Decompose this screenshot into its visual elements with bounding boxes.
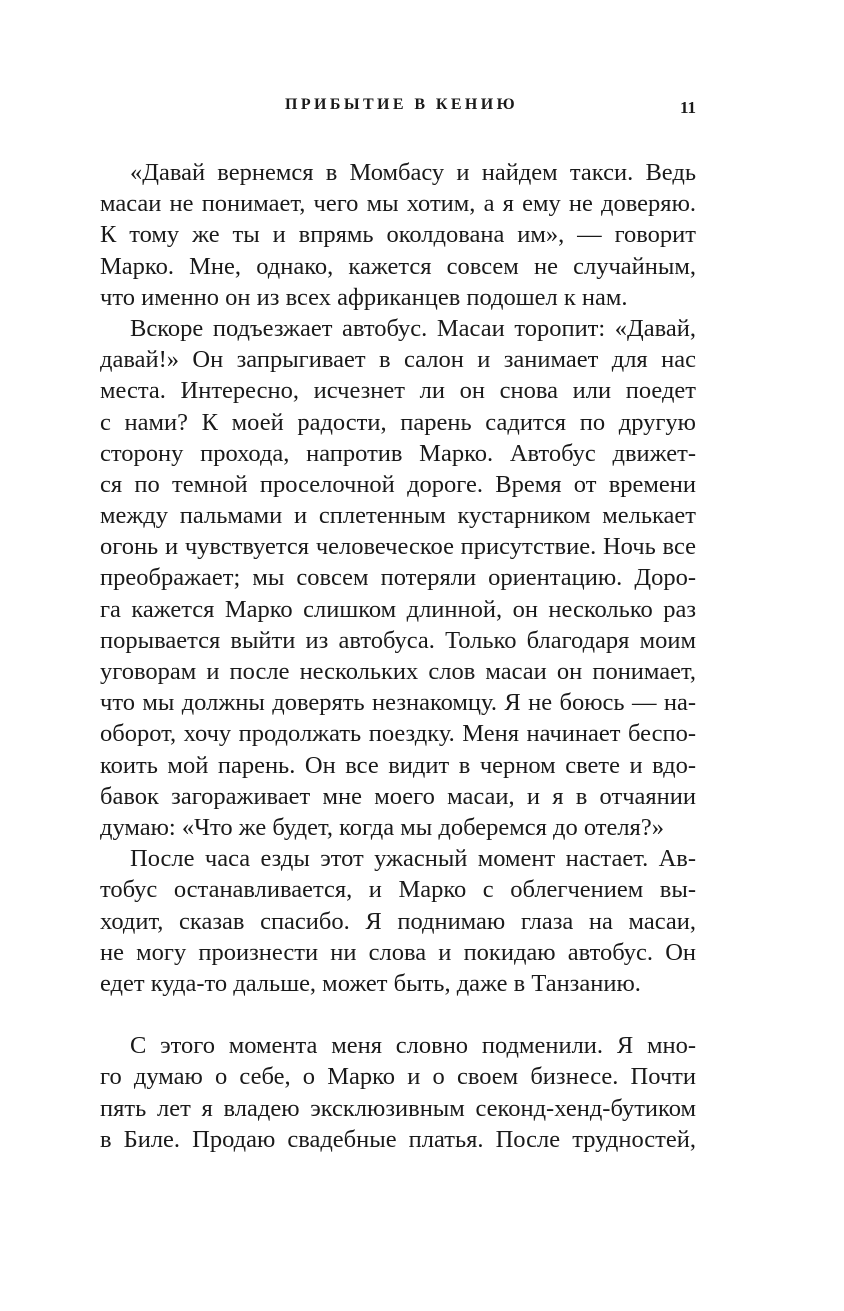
text-line: что мы должны доверять незнакомцу. Я не боюсь — на- xyxy=(100,689,696,717)
text-line: коить мой парень. Он все видит в черном свете и вдо- xyxy=(100,751,696,779)
text-line: бавок загораживает мне моего масаи, и я в отчаянии xyxy=(100,782,696,810)
text-line: ходит, сказав спасибо. Я поднимаю глаза на масаи, xyxy=(100,907,696,935)
text-line: го думаю о себе, о Марко и о своем бизнесе. Почти xyxy=(100,1063,696,1091)
text-line: После часа езды этот ужасный момент настает. Ав- xyxy=(130,845,696,873)
text-line: едет куда-то дальше, может быть, даже в Танзанию. xyxy=(100,969,641,997)
text-line: уговорам и после нескольких слов масаи он понимает, xyxy=(100,658,696,685)
text-line: оборот, хочу продолжать поездку. Меня начинает беспо- xyxy=(100,720,696,748)
text-line: с нами? К моей радости, парень садится по другую xyxy=(100,408,696,436)
text-line: места. Интересно, исчезнет ли он снова или поедет xyxy=(100,377,696,405)
text-line: С этого момента меня словно подменили. Я мно- xyxy=(130,1032,696,1060)
text-line: давай!» Он запрыгивает в салон и занимает для нас xyxy=(100,346,696,374)
text-line: пять лет я владею эксклюзивным секонд-хенд-бутиком xyxy=(100,1094,696,1122)
text-line: что именно он из всех африканцев подошел к нам. xyxy=(100,283,628,311)
text-line: думаю: «Что же будет, когда мы доберемся до отеля?» xyxy=(100,813,664,841)
body-text xyxy=(100,157,696,1155)
text-line: га кажется Марко слишком длинной, он несколько раз xyxy=(100,595,696,623)
text-line: преображает; мы совсем потеряли ориентацию. Доро- xyxy=(100,564,696,592)
running-title: ПРИБЫТИЕ В КЕНИЮ xyxy=(285,96,518,113)
text-line: сторону прохода, напротив Марко. Автобус движет- xyxy=(100,439,696,467)
text-line: не могу произнести ни слова и покидаю автобус. Он xyxy=(100,938,696,966)
text-line: масаи не понимает, чего мы хотим, а я ему не доверяю. xyxy=(100,190,696,218)
text-line: Марко. Мне, однако, кажется совсем не случайным, xyxy=(100,252,696,280)
text-line: тобус останавливается, и Марко с облегчением вы- xyxy=(100,876,696,904)
text-line: между пальмами и сплетенным кустарником мелькает xyxy=(100,502,696,530)
text-line: Вскоре подъезжает автобус. Масаи торопит: «Давай, xyxy=(130,314,696,342)
text-line: огонь и чувствуется человеческое присутствие. Ночь все xyxy=(100,533,696,561)
text-line: порывается выйти из автобуса. Только благодаря моим xyxy=(100,626,696,654)
text-line: в Биле. Продаю свадебные платья. После трудностей, xyxy=(100,1125,696,1153)
section-break xyxy=(100,999,696,1030)
text-line: К тому же ты и впрямь околдована им», — говорит xyxy=(100,221,696,249)
text-line: «Давай вернемся в Момбасу и найдем такси. Ведь xyxy=(130,159,696,186)
text-line: ся по темной проселочной дороге. Время от времени xyxy=(100,470,696,498)
page-number: 11 xyxy=(680,98,697,117)
